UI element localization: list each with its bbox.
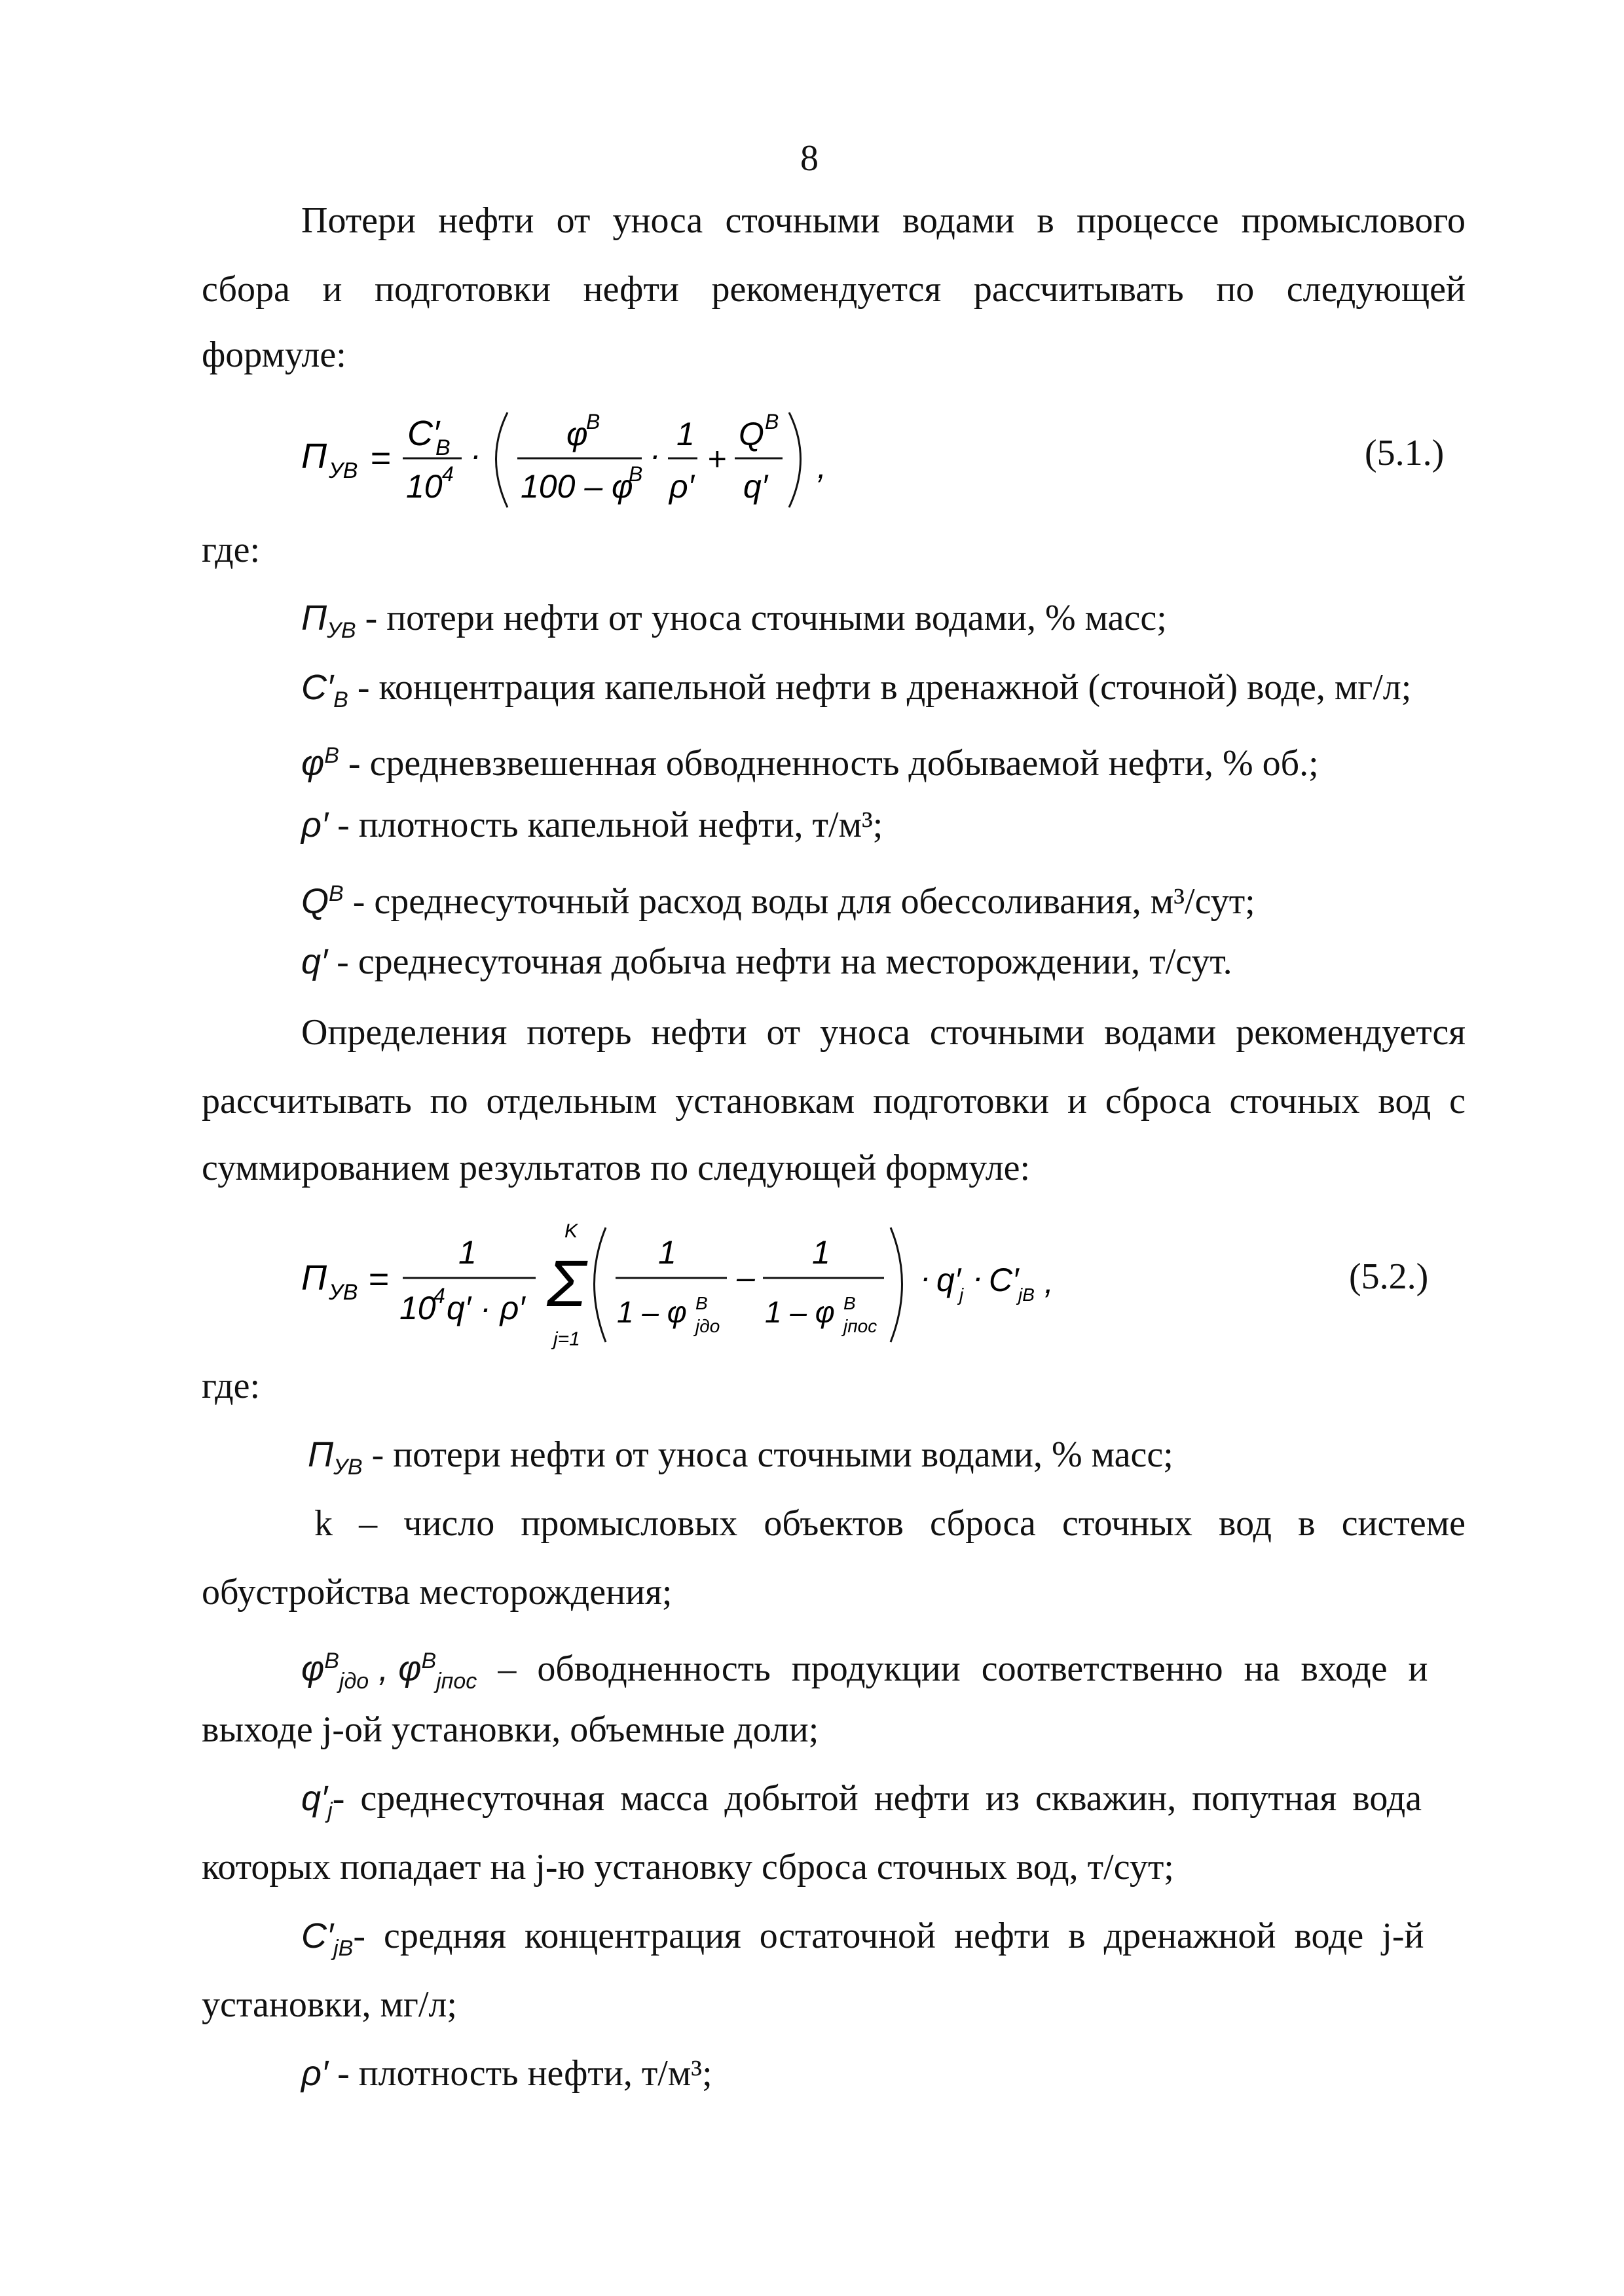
def-2-rho: ρ′ - плотность нефти, т/м³; [301,2053,712,2094]
para2-line-2: рассчитывать по отдельным установкам подготовки и сброса сточных вод с [202,1081,1466,1121]
svg-text:B: B [586,410,600,433]
svg-text:jB: jB [1018,1285,1035,1305]
svg-text:B: B [435,435,451,460]
svg-text:q′: q′ [936,1262,961,1298]
def-6-symbol: q′ [301,942,328,981]
svg-text:B: B [629,462,643,486]
where-label-2: где: [202,1366,261,1406]
formula-5-1 [295,393,884,533]
svg-text:q′: q′ [743,468,768,505]
intro-line-3: формуле: [202,335,346,375]
svg-text:·: · [650,437,661,473]
def-1-rho: ρ′ - плотность капельной нефти, т/м³; [301,805,883,845]
svg-text:j=1: j=1 [553,1328,580,1350]
svg-text:C′: C′ [989,1262,1019,1298]
svg-text:j: j [959,1285,964,1305]
svg-text:УВ: УВ [329,458,358,483]
formula-5-2-number: (5.2.) [1349,1256,1429,1297]
f1-lhs: П [301,437,327,476]
page-number: 8 [800,138,819,179]
def2-5-symbol: $C'_{jB}$ [301,1916,354,1961]
svg-text:УВ: УВ [329,1280,358,1305]
svg-text:K: K [564,1220,578,1242]
def-1-phi: $\varphi^B$ - средневзвешенная обводненность добываемой нефти, % об.; [301,743,1319,784]
svg-text:B: B [695,1293,708,1313]
def-2-symbol: $C'_B$ [301,668,348,712]
svg-text:Q: Q [739,416,764,452]
def-2-qj-line-2: которых попадает на j-ю установку сброса сточных вод, т/сут; [202,1847,1174,1887]
intro-line-1: Потери нефти от уноса сточными водами в процессе промыслового [301,200,1466,241]
svg-text:1: 1 [658,1234,676,1271]
svg-text:jпос: jпос [843,1316,877,1336]
def-2-qj-line-1: $q'_j-$ среднесуточная масса добытой нефти из скважин, попутная вода [301,1778,1422,1823]
svg-text:·: · [470,437,481,473]
svg-text:ρ′: ρ′ [669,468,695,505]
svg-text:1 – φ: 1 – φ [765,1295,835,1329]
def-5-symbol: $Q^B$ [301,881,344,921]
svg-text:,: , [1044,1264,1054,1300]
def-2-cjb-line-2: установки, мг/л; [202,1984,457,2025]
svg-text:φ: φ [566,416,588,452]
def-2-phi-line-1: $\varphi^B_{jдо}$ , $\varphi^B_{jпос}$ – обводненность продукции соответственно на входе и [301,1649,1428,1694]
svg-text:4: 4 [434,1284,445,1307]
def-1-q: $Q^B$ - среднесуточный расход воды для обессоливания, м³/сут; [301,881,1255,922]
def-1-qprime: q′ - среднесуточная добыча нефти на месторождении, т/сут. [301,941,1232,982]
def-2-puv: $П_{УВ}$ - потери нефти от уноса сточными водами, % масс; [308,1434,1173,1480]
svg-text:Σ: Σ [547,1247,586,1321]
svg-text:B: B [843,1293,856,1313]
def-2-phi-line-2: выходе j-ой установки, объемные доли; [202,1709,819,1750]
def-3-symbol: $\varphi^B$ [301,743,339,783]
svg-text:B: B [765,410,779,433]
svg-text:1: 1 [676,416,695,452]
formula-5-2 [295,1211,1080,1371]
svg-text:4: 4 [442,462,454,486]
para2-line-3: суммированием результатов по следующей формуле: [202,1148,1031,1188]
svg-text:10: 10 [406,468,443,505]
def2-4-symbol: $q'_j$ [301,1779,333,1823]
def2-1-symbol: $П_{УВ}$ [308,1435,363,1480]
svg-text:100 – φ: 100 – φ [521,468,633,505]
svg-text:1: 1 [812,1234,830,1271]
intro-line-2: сбора и подготовки нефти рекомендуется рассчитывать по следующей [202,269,1466,310]
where-label-1: где: [202,530,261,570]
def2-6-symbol: ρ′ [301,2054,329,2093]
svg-text:q′ · ρ′: q′ · ρ′ [447,1290,525,1326]
def-2-k-line-1: k – число промысловых объектов сброса сточных вод в системе [314,1503,1466,1544]
formula-5-2-graphic [295,1211,1080,1362]
def-1-symbol: $П_{УВ}$ [301,598,356,643]
para2-line-1: Определения потерь нефти от уноса сточными водами рекомендуется [301,1012,1466,1053]
svg-text:=: = [368,1260,389,1299]
def-2-cjb-line-1: $C'_{jB}-$ средняя концентрация остаточной нефти в дренажной воде j-й [301,1916,1424,1961]
svg-text:=: = [370,439,391,478]
def2-3-symbol: $\varphi^B_{jдо}$ , $\varphi^B_{jпос}$ [301,1649,477,1694]
svg-text:jдо: jдо [695,1316,720,1336]
svg-text:10: 10 [399,1290,436,1326]
def-1-puv: $П_{УВ}$ - потери нефти от уноса сточными водами, % масс; [301,598,1167,643]
svg-text:1: 1 [458,1234,477,1271]
formula-5-1-number: (5.1.) [1365,433,1445,473]
svg-text:1 – φ: 1 – φ [617,1295,687,1329]
svg-text:,: , [817,448,826,485]
def-1-cb: $C'_B$ - концентрация капельной нефти в дренажной (сточной) воде, мг/л; [301,667,1412,712]
svg-text:–: – [737,1259,755,1296]
svg-text:·: · [920,1259,931,1296]
svg-text:C′: C′ [407,414,440,453]
def-4-symbol: ρ′ [301,805,329,845]
svg-text:+: + [707,441,727,477]
svg-text:·: · [972,1259,984,1296]
def-2-k-line-2: обустройства месторождения; [202,1572,673,1613]
formula-5-1-graphic [295,393,884,524]
svg-text:П: П [301,1258,327,1298]
